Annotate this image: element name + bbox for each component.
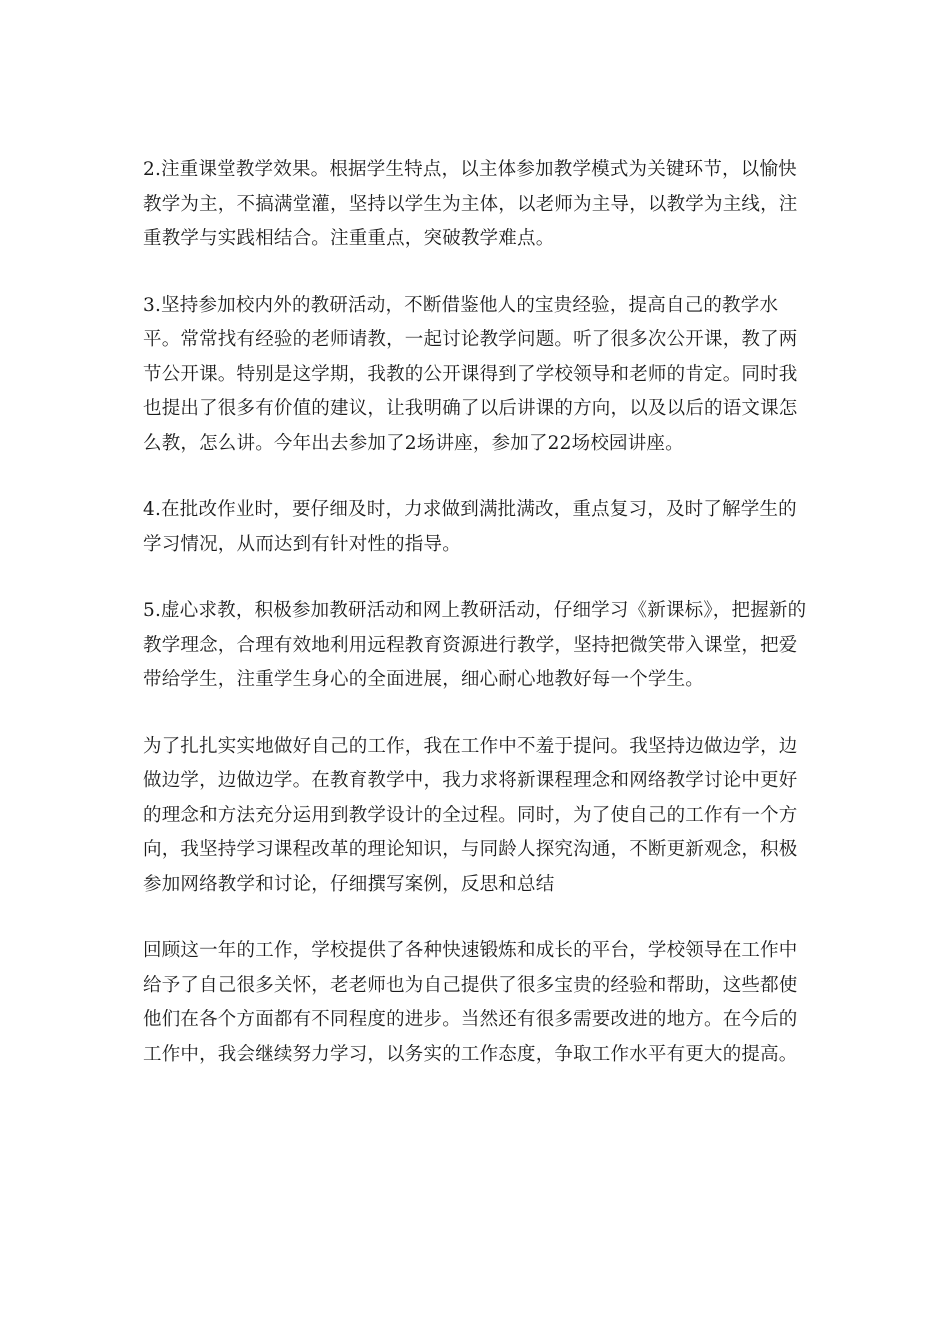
document-body xyxy=(143,153,808,1072)
paragraph-item-3: 3.坚持参加校内外的教研活动，不断借鉴他人的宝贵经验，提高自己的教学水平。常常找有经验的老师请教，一起讨论教学问题。听了很多次公开课，教了两节公开课。特别是这学期，我教的公开课得到了学校领导和老师的肯定。同时我也提出了很多有价值的建议，让我明确了以后讲课的方向，以及以后的语文课怎么教，怎么讲。今年出去参加了2场讲座，参加了22场校园讲座。 xyxy=(143,294,798,454)
paragraph-learning-practice: 为了扎扎实实地做好自己的工作，我在工作中不羞于提问。我坚持边做边学，边做边学，边做边学。在教育教学中，我力求将新课程理念和网络教学讨论中更好的理念和方法充分运用到教学设计的全过程。同时，为了使自己的工作有一个方向，我坚持学习课程改革的理论知识，与同龄人探究沟通，不断更新观念，积极参加网络教学和讨论，仔细撰写案例，反思和总结 xyxy=(143,735,798,895)
paragraph-item-2: 2.注重课堂教学效果。根据学生特点，以主体参加教学模式为关键环节，以愉快教学为主，不搞满堂灌，坚持以学生为主体，以老师为主导，以教学为主线，注重教学与实践相结合。注重重点，突破教学难点。 xyxy=(143,159,798,249)
paragraph-year-review: 回顾这一年的工作，学校提供了各种快速锻炼和成长的平台，学校领导在工作中给予了自己很多关怀，老老师也为自己提供了很多宝贵的经验和帮助，这些都使他们在各个方面都有不同程度的进步。当然还有很多需要改进的地方。在今后的工作中，我会继续努力学习，以务实的工作态度，争取工作水平有更大的提高。 xyxy=(143,940,798,1065)
paragraph-item-4: 4.在批改作业时，要仔细及时，力求做到满批满改，重点复习，及时了解学生的学习情况，从而达到有针对性的指导。 xyxy=(143,499,797,555)
paragraph-item-5: 5.虚心求教，积极参加教研活动和网上教研活动，仔细学习《新课标》，把握新的教学理念，合理有效地利用远程教育资源进行教学，坚持把微笑带入课堂，把爱带给学生，注重学生身心的全面进展，细心耐心地教好每一个学生。 xyxy=(143,600,807,690)
